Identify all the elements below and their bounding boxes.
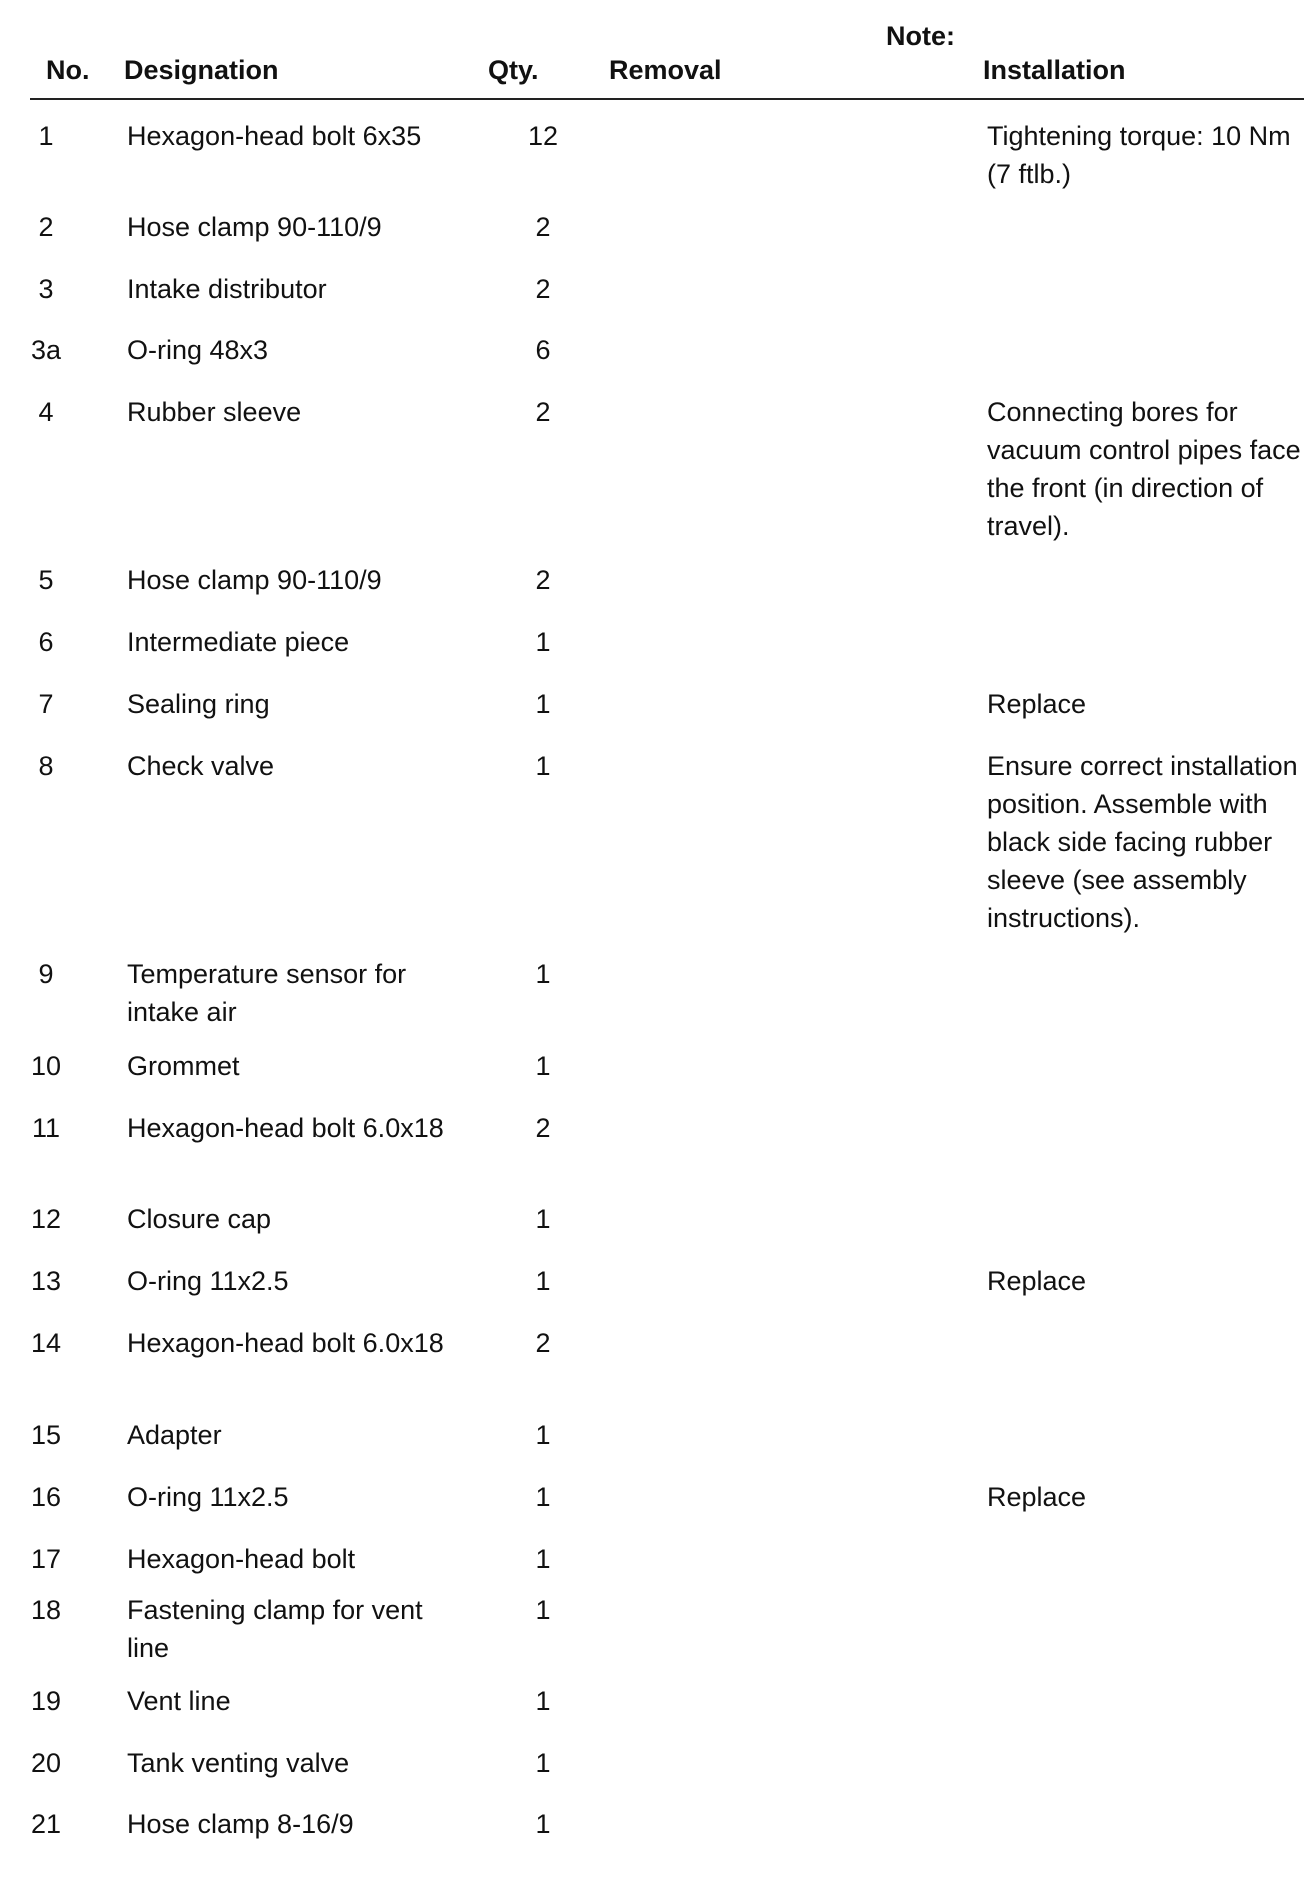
row-number: 11 bbox=[31, 1113, 61, 1143]
row-number: 1 bbox=[38, 121, 54, 151]
row-designation: Check valve bbox=[127, 751, 275, 781]
row-qty: 1 bbox=[535, 1544, 551, 1574]
row-designation: Fastening clamp for vent line bbox=[127, 1595, 423, 1663]
row-designation: Closure cap bbox=[127, 1204, 272, 1234]
row-designation: O-ring 11x2.5 bbox=[127, 1482, 289, 1512]
row-qty: 1 bbox=[535, 1266, 551, 1296]
row-designation: Hexagon-head bolt 6x35 bbox=[127, 121, 422, 151]
row-qty: 2 bbox=[535, 397, 551, 427]
row-qty: 1 bbox=[535, 1051, 551, 1081]
header-qty: Qty. bbox=[488, 55, 539, 85]
row-designation: Rubber sleeve bbox=[127, 397, 302, 427]
header-no: No. bbox=[46, 55, 90, 85]
row-number: 15 bbox=[30, 1420, 62, 1450]
row-qty: 1 bbox=[535, 1595, 551, 1625]
row-qty: 1 bbox=[535, 1809, 551, 1839]
row-number: 20 bbox=[30, 1748, 62, 1778]
row-number: 4 bbox=[38, 397, 54, 427]
row-designation: Temperature sensor for intake air bbox=[127, 959, 407, 1027]
row-designation: Intake distributor bbox=[127, 274, 327, 304]
row-installation: Replace bbox=[987, 1266, 1087, 1296]
row-qty: 1 bbox=[535, 751, 551, 781]
row-qty: 1 bbox=[535, 1420, 551, 1450]
row-number: 3a bbox=[30, 335, 62, 365]
row-qty: 2 bbox=[535, 274, 551, 304]
row-number: 12 bbox=[30, 1204, 62, 1234]
header-removal: Removal bbox=[609, 55, 722, 85]
header-installation: Installation bbox=[983, 55, 1126, 85]
row-qty: 1 bbox=[535, 1686, 551, 1716]
row-designation: Hose clamp 90-110/9 bbox=[127, 212, 382, 242]
row-designation: Adapter bbox=[127, 1420, 222, 1450]
row-designation: Hexagon-head bolt bbox=[127, 1544, 356, 1574]
row-qty: 2 bbox=[535, 1328, 551, 1358]
row-designation: Sealing ring bbox=[127, 689, 270, 719]
row-designation: O-ring 48x3 bbox=[127, 335, 269, 365]
row-number: 17 bbox=[30, 1544, 62, 1574]
row-qty: 2 bbox=[535, 565, 551, 595]
row-number: 21 bbox=[30, 1809, 62, 1839]
row-qty: 1 bbox=[535, 689, 551, 719]
row-installation: Replace bbox=[987, 1482, 1087, 1512]
row-installation: Connecting bores for vacuum control pipes face the front (in direction of travel). bbox=[987, 397, 1301, 541]
row-number: 14 bbox=[30, 1328, 62, 1358]
row-number: 3 bbox=[38, 274, 54, 304]
row-qty: 12 bbox=[527, 121, 559, 151]
header-note: Note: bbox=[886, 21, 955, 51]
row-installation: Ensure correct installation position. Assemble with black side facing rubber sleeve (see assembly instructions). bbox=[987, 751, 1298, 933]
row-qty: 1 bbox=[535, 1482, 551, 1512]
row-qty: 2 bbox=[535, 212, 551, 242]
row-qty: 1 bbox=[535, 627, 551, 657]
row-qty: 1 bbox=[535, 1204, 551, 1234]
row-qty: 1 bbox=[535, 1748, 551, 1778]
row-number: 5 bbox=[38, 565, 54, 595]
row-number: 13 bbox=[30, 1266, 62, 1296]
row-number: 7 bbox=[38, 689, 54, 719]
row-designation: Vent line bbox=[127, 1686, 231, 1716]
row-number: 16 bbox=[30, 1482, 62, 1512]
row-designation: Hexagon-head bolt 6.0x18 bbox=[127, 1328, 444, 1358]
row-designation: Hexagon-head bolt 6.0x18 bbox=[127, 1113, 444, 1143]
row-qty: 6 bbox=[535, 335, 551, 365]
row-designation: Intermediate piece bbox=[127, 627, 350, 657]
row-number: 9 bbox=[38, 959, 54, 989]
row-designation: O-ring 11x2.5 bbox=[127, 1266, 289, 1296]
row-designation: Hose clamp 8-16/9 bbox=[127, 1809, 354, 1839]
row-number: 8 bbox=[38, 751, 54, 781]
header-designation: Designation bbox=[124, 55, 279, 85]
row-qty: 1 bbox=[535, 959, 551, 989]
row-installation: Replace bbox=[987, 689, 1087, 719]
row-qty: 2 bbox=[535, 1113, 551, 1143]
row-installation: Tightening torque: 10 Nm (7 ftlb.) bbox=[987, 121, 1291, 189]
row-designation: Hose clamp 90-110/9 bbox=[127, 565, 382, 595]
row-number: 18 bbox=[30, 1595, 62, 1625]
row-designation: Tank venting valve bbox=[127, 1748, 350, 1778]
row-number: 2 bbox=[38, 212, 54, 242]
row-number: 6 bbox=[38, 627, 54, 657]
row-number: 10 bbox=[30, 1051, 62, 1081]
row-designation: Grommet bbox=[127, 1051, 240, 1081]
row-number: 19 bbox=[30, 1686, 62, 1716]
